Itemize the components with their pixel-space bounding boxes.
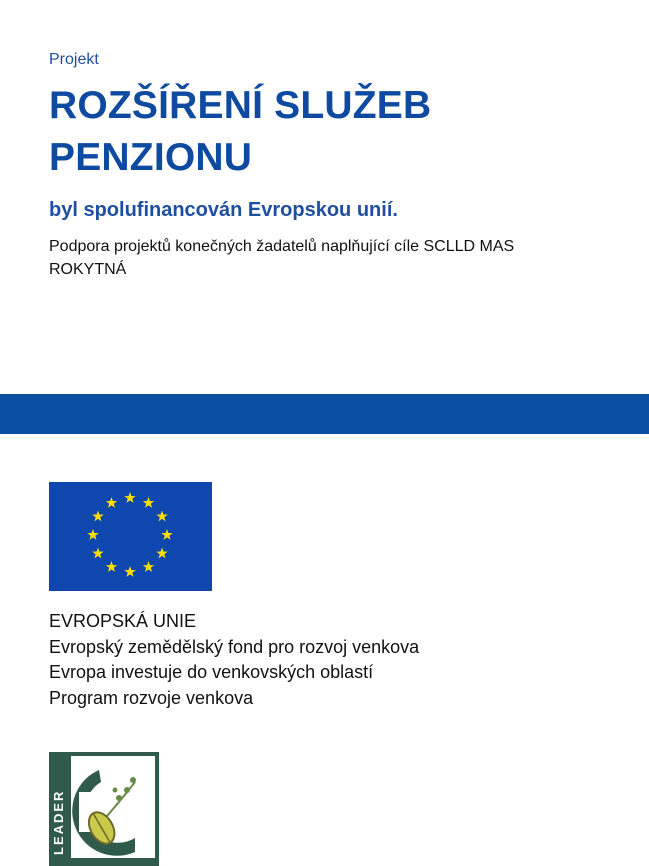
- eu-fund-block: [49, 609, 419, 711]
- leader-logo-text: LEADER: [51, 789, 66, 855]
- eu-slogan: Evropa investuje do venkovských oblastí: [49, 662, 374, 682]
- eu-name: EVROPSKÁ UNIE: [49, 611, 197, 631]
- blue-band: [0, 394, 649, 434]
- support-text: [49, 235, 619, 281]
- leader-logo-icon: [49, 752, 159, 866]
- support-text-line1: Podpora projektů konečných žadatelů naplňující cíle SCLLD MAS: [49, 238, 515, 255]
- eu-program-name: Program rozvoje venkova: [49, 687, 254, 708]
- project-title-line2: PENZIONU: [49, 136, 253, 179]
- eu-fund-name: Evropský zemědělský fond pro rozvoj venkova: [49, 636, 420, 657]
- project-label: Projekt: [49, 51, 99, 68]
- project-title: [49, 80, 629, 184]
- eu-flag-icon: [49, 482, 212, 591]
- cofinanced-statement: byl spolufinancován Evropskou unií.: [49, 199, 398, 221]
- support-text-line2: ROKYTNÁ: [49, 261, 127, 278]
- project-title-line1: ROZŠÍŘENÍ SLUŽEB: [49, 84, 432, 127]
